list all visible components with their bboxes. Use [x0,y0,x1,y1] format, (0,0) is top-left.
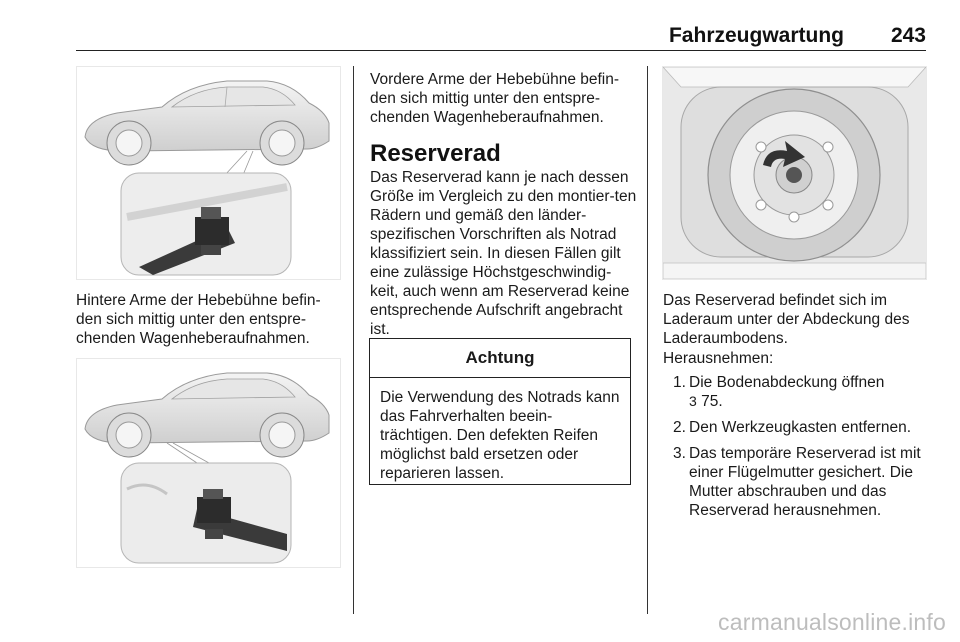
step-text: Die Bodenabdeckung öffnen [689,374,885,391]
illustration-front-lift-arms [76,358,341,568]
caption-rear-lift-arms: Hintere Arme der Hebebühne befin-den sich mittig unter den entspre-chenden Wagenheberaufnahmen. [76,292,321,347]
watermark: carmanualsonline.info [718,609,946,635]
page-reference-icon: 3 [689,393,697,409]
car-side-lift-front-illustration [77,359,340,567]
warning-text: Die Verwendung des Notrads kann das Fahrverhalten beein-trächtigen. Den defekten Reifen möglichst bald ersetzen oder reparieren lassen. [380,389,620,482]
step-number: 3. [673,445,686,462]
spare-wheel-well-illustration [663,67,926,279]
illustration-rear-lift-arms [76,66,341,280]
page-header [76,22,926,51]
page-reference[interactable]: 75. [701,393,723,410]
list-item-step-3 [663,444,933,520]
list-item-step-1 [663,373,933,411]
warning-title: Achtung [370,339,630,378]
steps-heading: Herausnehmen: [663,350,774,367]
list-item-step-2 [663,418,933,437]
warning-box [369,338,631,485]
page-title: Fahrzeugwartung [668,24,844,47]
section-title-reserverad: Reserverad [370,140,501,167]
caption-front-lift-arms: Vordere Arme der Hebebühne befin-den sich mittig unter den entspre-chenden Wagenheberaufnahmen. [370,71,620,126]
page-number: 243 [890,24,926,47]
illustration-spare-wheel [662,66,927,280]
reserverad-body-text: Das Reserverad kann je nach dessen Größe im Vergleich zu den montier-ten Rädern und gemäß den länder-spezifischen Vorschriften als Notrad klassifiziert sein. In diesen Fällen gilt eine zulässige Höchstgeschwindig-keit, auch wenn am Reserverad keine entsprechende Aufschrift angebracht ist. [370,169,637,338]
step-number: 1. [673,374,686,391]
column-divider-left [353,66,354,614]
car-side-lift-illustration [77,67,340,279]
step-text: Den Werkzeugkasten entfernen. [689,419,912,436]
removal-steps-list [663,373,933,527]
column-divider-right [647,66,648,614]
caption-spare-wheel-location: Das Reserverad befindet sich im Laderaum unter der Abdeckung des Laderaumbodens. [663,292,910,347]
step-number: 2. [673,419,686,436]
step-text: Das temporäre Reserverad ist mit einer Flügelmutter gesichert. Die Mutter abschrauben und das Reserverad herausnehmen. [689,445,921,519]
